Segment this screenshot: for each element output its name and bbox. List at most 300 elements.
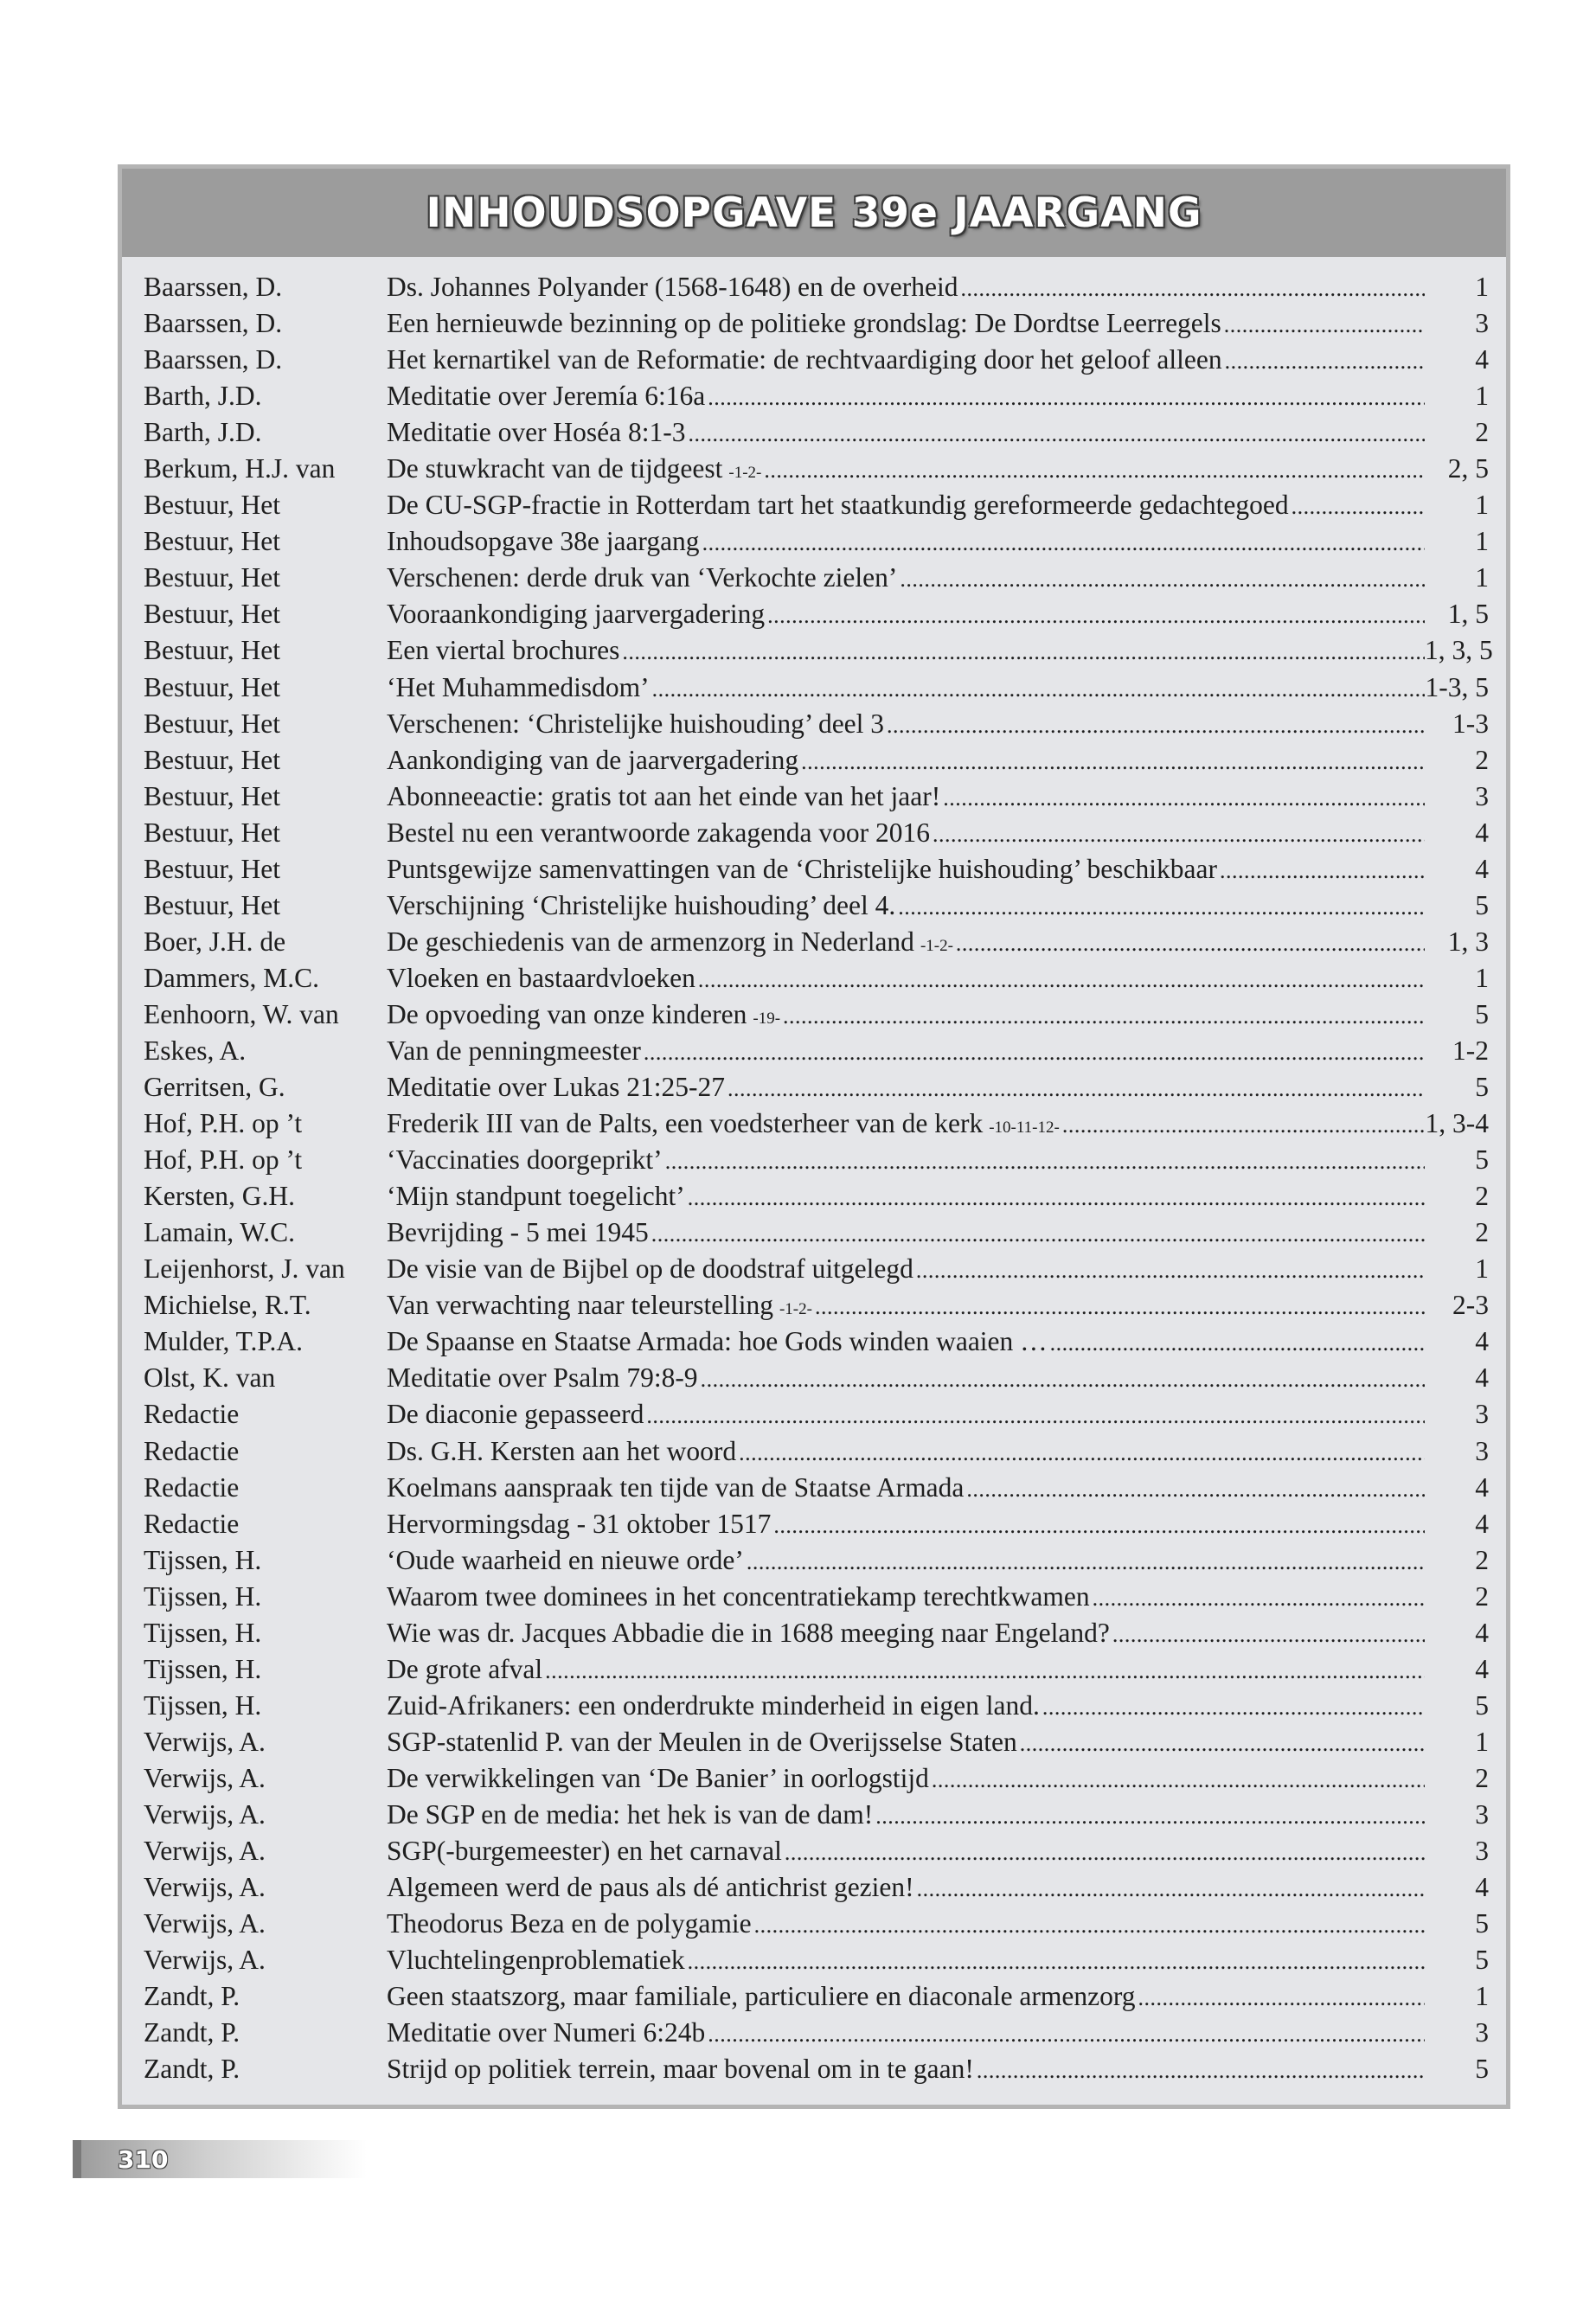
toc-entry [144, 1688, 1489, 1724]
entry-pages: 2 [1475, 1580, 1489, 1612]
entry-pages: 1 [1475, 1981, 1489, 2012]
entry-title: Inhoudsopgave 38e jaargang [387, 526, 700, 557]
entry-author: Lamain, W.C. [144, 1217, 295, 1248]
entry-title: Van verwachting naar teleurstelling [387, 1290, 773, 1321]
toc-entry [144, 1906, 1489, 1942]
entry-author: Verwijs, A. [144, 1762, 266, 1793]
entry-title-wrap [387, 888, 1425, 926]
entry-title: De stuwkracht van de tijdgeest [387, 453, 723, 484]
toc-entry [144, 560, 1489, 596]
entry-title: Geen staatszorg, maar familiale, particuliere en diaconale armenzorg [387, 1981, 1136, 2012]
dot-leader [1093, 1579, 1425, 1617]
entry-title: SGP(-burgemeester) en het carnaval [387, 1836, 782, 1867]
entry-author: Kersten, G.H. [144, 1181, 295, 1212]
entry-pages: 3 [1475, 1836, 1489, 1867]
toc-entry [144, 888, 1489, 924]
dot-leader [773, 1506, 1425, 1544]
entry-title-wrap [387, 1688, 1425, 1726]
dot-leader [783, 997, 1425, 1035]
entry-title-wrap [387, 1069, 1425, 1107]
entry-pages: 2 [1475, 1181, 1489, 1212]
entry-title-wrap [387, 305, 1425, 343]
dot-leader [977, 2051, 1425, 2089]
entry-pages: 1, 3-4 [1425, 1108, 1489, 1139]
entry-pages: 4 [1475, 1471, 1489, 1503]
entry-author: Bestuur, Het [144, 490, 280, 521]
entry-author: Verwijs, A. [144, 1908, 266, 1939]
entry-title: Aankondiging van de jaarvergadering [387, 744, 799, 775]
entry-title: Strijd op politiek terrein, maar bovenal om in te gaan! [387, 2054, 974, 2085]
entry-author: Tijssen, H. [144, 1617, 262, 1648]
table-of-contents [118, 164, 1510, 2109]
entry-title-wrap [387, 924, 1425, 965]
entry-title: Zuid-Afrikaners: een onderdrukte minderheid in eigen land. [387, 1689, 1040, 1721]
toc-entry [144, 269, 1489, 305]
dot-leader [644, 1033, 1425, 1071]
entry-pages: 1 [1475, 526, 1489, 557]
entry-title: De grote afval [387, 1653, 543, 1684]
dot-leader [1224, 305, 1425, 343]
entry-pages: 1-2 [1452, 1035, 1489, 1066]
dot-leader [785, 1833, 1425, 1871]
entry-title-wrap [387, 1760, 1425, 1798]
entry-author: Hof, P.H. op ’t [144, 1144, 303, 1176]
entry-author: Redactie [144, 1471, 240, 1503]
dot-leader [754, 1906, 1425, 1944]
toc-entry [144, 1215, 1489, 1251]
entry-pages: 2 [1475, 1544, 1489, 1575]
entry-author: Boer, J.H. de [144, 926, 286, 957]
entry-pages: 3 [1475, 1798, 1489, 1830]
entry-part-numbers: -1-2- [779, 1300, 812, 1319]
toc-entry [144, 779, 1489, 815]
entry-author: Redactie [144, 1435, 240, 1466]
entry-title-wrap [387, 342, 1425, 380]
entry-title: Meditatie over Numeri 6:24b [387, 2017, 706, 2048]
dot-leader [646, 1396, 1425, 1434]
entry-title-wrap [387, 2051, 1425, 2089]
dot-leader [1062, 1106, 1425, 1144]
entry-title-wrap [387, 670, 1425, 708]
entry-pages: 5 [1475, 1072, 1489, 1103]
entry-title-wrap [387, 1433, 1425, 1471]
toc-entry [144, 1651, 1489, 1688]
entry-author: Michielse, R.T. [144, 1290, 311, 1321]
dot-leader [1225, 342, 1425, 380]
entry-pages: 4 [1475, 853, 1489, 884]
entry-title-wrap [387, 1615, 1425, 1653]
entry-author: Tijssen, H. [144, 1544, 262, 1575]
entry-pages: 4 [1475, 344, 1489, 375]
entry-author: Verwijs, A. [144, 1945, 266, 1976]
toc-entry [144, 1033, 1489, 1069]
entry-title: De visie van de Bijbel op de doodstraf uitgelegd [387, 1253, 913, 1285]
entry-title-wrap [387, 815, 1425, 853]
entry-author: Tijssen, H. [144, 1580, 262, 1612]
entry-pages: 1 [1475, 1726, 1489, 1757]
entry-pages: 2 [1475, 1217, 1489, 1248]
entry-title: Waarom twee dominees in het concentratiekamp terechtkwamen [387, 1580, 1090, 1612]
toc-entry [144, 632, 1493, 669]
dot-leader [652, 670, 1425, 708]
entry-pages: 5 [1475, 1945, 1489, 1976]
entry-author: Redactie [144, 1508, 240, 1539]
dot-leader [1292, 487, 1425, 525]
entry-title: Meditatie over Lukas 21:25-27 [387, 1072, 726, 1103]
toc-entry [144, 1942, 1489, 1978]
entry-pages: 1 [1475, 1253, 1489, 1285]
entry-title-wrap [387, 596, 1425, 634]
entry-pages: 1 [1475, 562, 1489, 593]
entry-pages: 1, 3, 5 [1425, 635, 1493, 666]
toc-entry [144, 1324, 1489, 1360]
dot-leader [739, 1433, 1425, 1471]
entry-title-wrap [387, 779, 1425, 817]
entry-title-wrap [387, 1142, 1425, 1180]
entry-title: Meditatie over Psalm 79:8-9 [387, 1362, 698, 1394]
entry-title-wrap [387, 1869, 1425, 1907]
entry-title: Theodorus Beza en de polygamie [387, 1908, 752, 1939]
entry-author: Eenhoorn, W. van [144, 998, 339, 1029]
entry-author: Olst, K. van [144, 1362, 276, 1394]
entry-pages: 4 [1475, 817, 1489, 848]
entry-title-wrap [387, 1542, 1425, 1580]
entry-title: Verschijning ‘Christelijke huishouding’ deel 4. [387, 889, 896, 920]
dot-leader [1112, 1615, 1425, 1653]
dot-leader [900, 560, 1425, 598]
entry-pages: 1 [1475, 962, 1489, 993]
entry-title: Meditatie over Hoséa 8:1-3 [387, 417, 686, 448]
page-number: 310 [118, 2144, 169, 2174]
entry-title: Een viertal brochures [387, 635, 620, 666]
entry-title-wrap [387, 269, 1425, 307]
entry-title-wrap [387, 560, 1425, 598]
entry-title: De diaconie gepasseerd [387, 1399, 644, 1430]
toc-entry [144, 960, 1489, 997]
entry-pages: 5 [1475, 889, 1489, 920]
entry-title: ‘Mijn standpunt toegelicht’ [387, 1181, 685, 1212]
entry-part-numbers: -1-2- [920, 936, 953, 955]
entry-title: De CU-SGP-fractie in Rotterdam tart het staatkundig gereformeerde gedachtegoed [387, 490, 1289, 521]
entry-title-wrap [387, 632, 1425, 670]
entry-pages: 1 [1475, 490, 1489, 521]
entry-title: Bevrijding - 5 mei 1945 [387, 1217, 649, 1248]
toc-entry [144, 451, 1489, 487]
toc-entry [144, 523, 1489, 560]
entry-title-wrap [387, 1106, 1425, 1146]
entry-author: Barth, J.D. [144, 381, 262, 412]
toc-entry [144, 1251, 1489, 1287]
entry-part-numbers: -10-11-12- [989, 1118, 1060, 1138]
entry-title: De SGP en de media: het hek is van de dam! [387, 1798, 874, 1830]
entry-title-wrap [387, 487, 1425, 525]
entry-title-wrap [387, 997, 1425, 1037]
entry-title-wrap [387, 2015, 1425, 2053]
entry-title-wrap [387, 1579, 1425, 1617]
toc-entry [144, 2015, 1489, 2051]
dot-leader [708, 378, 1425, 416]
entry-title-wrap [387, 451, 1425, 491]
entry-pages: 4 [1475, 1508, 1489, 1539]
toc-entry [144, 1542, 1489, 1579]
entry-author: Hof, P.H. op ’t [144, 1108, 303, 1139]
entry-pages: 1, 5 [1447, 599, 1489, 630]
dot-leader [651, 1215, 1425, 1253]
entry-title-wrap [387, 1906, 1425, 1944]
entry-pages: 3 [1475, 780, 1489, 811]
entry-author: Verwijs, A. [144, 1798, 266, 1830]
entry-title: Hervormingsdag - 31 oktober 1517 [387, 1508, 772, 1539]
dot-leader [701, 1360, 1425, 1398]
dot-leader [932, 1760, 1425, 1798]
entry-pages: 2-3 [1452, 1290, 1489, 1321]
entry-title-wrap [387, 1033, 1425, 1071]
entry-author: Bestuur, Het [144, 889, 280, 920]
entry-title: Frederik III van de Palts, een voedsterheer van de kerk [387, 1108, 984, 1139]
entry-pages: 3 [1475, 1399, 1489, 1430]
entry-part-numbers: -1-2- [728, 464, 762, 483]
entry-author: Redactie [144, 1399, 240, 1430]
dot-leader [916, 1251, 1425, 1289]
entry-author: Barth, J.D. [144, 417, 262, 448]
entry-author: Baarssen, D. [144, 272, 283, 302]
entry-pages: 4 [1475, 1653, 1489, 1684]
entry-title: Vooraankondiging jaarvergadering [387, 599, 766, 630]
entry-author: Bestuur, Het [144, 780, 280, 811]
dot-leader [956, 924, 1425, 962]
dot-leader [801, 742, 1425, 780]
dot-leader [747, 1542, 1425, 1580]
dot-leader [898, 888, 1425, 926]
entry-title-wrap [387, 1506, 1425, 1544]
toc-entry [144, 305, 1489, 342]
entry-author: Verwijs, A. [144, 1726, 266, 1757]
toc-entry [144, 1178, 1489, 1215]
entry-pages: 2 [1475, 744, 1489, 775]
entry-author: Dammers, M.C. [144, 962, 319, 993]
entry-title-wrap [387, 1724, 1425, 1762]
toc-entry [144, 1579, 1489, 1615]
entry-pages: 3 [1475, 1435, 1489, 1466]
toc-entry [144, 1433, 1489, 1470]
page-title: INHOUDSOPGAVE 39e JAARGANG [426, 189, 1202, 237]
toc-entry [144, 1069, 1489, 1106]
toc-entry [144, 742, 1489, 779]
entry-title-wrap [387, 742, 1425, 780]
toc-entry [144, 1470, 1489, 1506]
footer-edge [73, 2140, 81, 2178]
toc-entry [144, 1797, 1489, 1833]
toc-entry [144, 815, 1489, 851]
entry-title: Het kernartikel van de Reformatie: de rechtvaardiging door het geloof alleen [387, 344, 1222, 375]
entry-pages: 1-3 [1452, 708, 1489, 739]
entry-title: Puntsgewijze samenvattingen van de ‘Christelijke huishouding’ beschikbaar [387, 853, 1217, 884]
dot-leader [1138, 1978, 1425, 2016]
entry-author: Leijenhorst, J. van [144, 1253, 345, 1285]
dot-leader [887, 706, 1425, 744]
toc-entry [144, 1396, 1489, 1433]
toc-entry [144, 487, 1489, 523]
entry-title-wrap [387, 414, 1425, 452]
entry-title-wrap [387, 1215, 1425, 1253]
entry-part-numbers: -19- [753, 1009, 781, 1028]
entry-author: Bestuur, Het [144, 526, 280, 557]
entry-pages: 5 [1475, 2054, 1489, 2085]
entry-title: Koelmans aanspraak ten tijde van de Staatse Armada [387, 1471, 965, 1503]
entry-author: Tijssen, H. [144, 1689, 262, 1721]
entry-author: Bestuur, Het [144, 817, 280, 848]
toc-entry [144, 414, 1489, 451]
toc-entry [144, 1833, 1489, 1869]
toc-entry [144, 1506, 1489, 1542]
entry-title-wrap [387, 1470, 1425, 1508]
dot-leader [1020, 1724, 1425, 1762]
dot-leader [764, 451, 1425, 489]
dot-leader [698, 960, 1425, 998]
toc-entry [144, 378, 1489, 414]
entry-title: Vloeken en bastaardvloeken [387, 962, 695, 993]
entry-author: Zandt, P. [144, 2054, 240, 2085]
entry-pages: 1 [1475, 272, 1489, 302]
dot-leader [943, 779, 1425, 817]
entry-title-wrap [387, 1797, 1425, 1835]
entry-author: Eskes, A. [144, 1035, 247, 1066]
dot-leader [545, 1651, 1425, 1689]
title-bar [122, 169, 1506, 257]
entry-title: Vluchtelingenproblematiek [387, 1945, 685, 1976]
dot-leader [1220, 851, 1425, 889]
entry-title: ‘Het Muhammedisdom’ [387, 671, 650, 702]
entry-title-wrap [387, 1287, 1425, 1328]
entry-author: Bestuur, Het [144, 635, 280, 666]
entry-author: Tijssen, H. [144, 1653, 262, 1684]
entry-title: Wie was dr. Jacques Abbadie die in 1688 meeging naar Engeland? [387, 1617, 1110, 1648]
entry-author: Bestuur, Het [144, 562, 280, 593]
toc-entry [144, 1287, 1489, 1324]
entry-title: Ds. Johannes Polyander (1568-1648) en de overheid [387, 272, 958, 302]
dot-leader [815, 1287, 1425, 1325]
entry-author: Baarssen, D. [144, 344, 283, 375]
entry-title-wrap [387, 1978, 1425, 2016]
toc-entry [144, 1869, 1489, 1906]
entry-pages: 4 [1475, 1326, 1489, 1357]
entry-list [144, 269, 1493, 2087]
entry-title-wrap [387, 1178, 1425, 1216]
entry-pages: 5 [1475, 1144, 1489, 1176]
entry-title: Verschenen: ‘Christelijke huishouding’ deel 3 [387, 708, 885, 739]
toc-entry [144, 1760, 1489, 1797]
toc-entry [144, 997, 1489, 1033]
entry-title: SGP-statenlid P. van der Meulen in de Overijsselse Staten [387, 1726, 1017, 1757]
page-footer [73, 2140, 367, 2178]
entry-author: Bestuur, Het [144, 708, 280, 739]
entry-author: Mulder, T.P.A. [144, 1326, 303, 1357]
entry-title: Algemeen werd de paus als dé antichrist gezien! [387, 1872, 914, 1903]
toc-entry [144, 1978, 1489, 2015]
dot-leader [665, 1142, 1425, 1180]
dot-leader [917, 1869, 1425, 1907]
entry-title: ‘Vaccinaties doorgeprikt’ [387, 1144, 663, 1176]
entry-title-wrap [387, 1360, 1425, 1398]
entry-title-wrap [387, 1251, 1425, 1289]
dot-leader [622, 632, 1425, 670]
entry-author: Bestuur, Het [144, 853, 280, 884]
entry-title: De opvoeding van onze kinderen [387, 998, 747, 1029]
entry-title: Een hernieuwde bezinning op de politieke grondslag: De Dordtse Leerregels [387, 308, 1221, 339]
entry-pages: 3 [1475, 2017, 1489, 2048]
entry-author: Bestuur, Het [144, 599, 280, 630]
entry-pages: 4 [1475, 1872, 1489, 1903]
dot-leader [688, 1942, 1425, 1980]
toc-entry [144, 1615, 1489, 1651]
entry-title: Verschenen: derde druk van ‘Verkochte zielen’ [387, 562, 898, 593]
dot-leader [933, 815, 1425, 853]
dot-leader [960, 269, 1425, 307]
entry-pages: 1-3, 5 [1425, 671, 1489, 702]
entry-title: ‘Oude waarheid en nieuwe orde’ [387, 1544, 744, 1575]
entry-author: Bestuur, Het [144, 744, 280, 775]
entry-title: De geschiedenis van de armenzorg in Nederland [387, 926, 914, 957]
entry-author: Bestuur, Het [144, 671, 280, 702]
entry-pages: 2 [1475, 1762, 1489, 1793]
entry-author: Verwijs, A. [144, 1836, 266, 1867]
dot-leader [727, 1069, 1425, 1107]
entry-author: Zandt, P. [144, 1981, 240, 2012]
entry-title: Ds. G.H. Kersten aan het woord [387, 1435, 737, 1466]
toc-entry [144, 706, 1489, 742]
entry-pages: 4 [1475, 1362, 1489, 1394]
entry-pages: 5 [1475, 1908, 1489, 1939]
dot-leader [688, 1178, 1425, 1216]
entry-title-wrap [387, 1324, 1425, 1362]
toc-entry [144, 1142, 1489, 1178]
toc-entry [144, 1724, 1489, 1760]
entry-author: Baarssen, D. [144, 308, 283, 339]
toc-entry [144, 596, 1489, 632]
dot-leader [875, 1797, 1425, 1835]
entry-title-wrap [387, 1651, 1425, 1689]
entry-author: Berkum, H.J. van [144, 453, 336, 484]
entry-author: Verwijs, A. [144, 1872, 266, 1903]
entry-title: De verwikkelingen van ‘De Banier’ in oorlogstijd [387, 1762, 929, 1793]
entry-title-wrap [387, 1833, 1425, 1871]
entry-pages: 4 [1475, 1617, 1489, 1648]
toc-entry [144, 924, 1489, 960]
dot-leader [966, 1470, 1425, 1508]
dot-leader [1042, 1688, 1425, 1726]
entry-title: De Spaanse en Staatse Armada: hoe Gods winden waaien … [387, 1326, 1048, 1357]
entry-title-wrap [387, 1396, 1425, 1434]
entry-title: Meditatie over Jeremía 6:16a [387, 381, 706, 412]
toc-entry [144, 1360, 1489, 1396]
entry-title: Van de penningmeester [387, 1035, 641, 1066]
entry-pages: 1 [1475, 381, 1489, 412]
dot-leader [689, 414, 1425, 452]
toc-entry [144, 1106, 1489, 1142]
dot-leader [708, 2015, 1425, 2053]
entry-title: Abonneeactie: gratis tot aan het einde van het jaar! [387, 780, 941, 811]
entry-title-wrap [387, 1942, 1425, 1980]
entry-pages: 5 [1475, 998, 1489, 1029]
entry-title: Bestel nu een verantwoorde zakagenda voor 2016 [387, 817, 931, 848]
dot-leader [767, 596, 1425, 634]
entry-pages: 5 [1475, 1689, 1489, 1721]
entry-title-wrap [387, 960, 1425, 998]
footer-bar [73, 2140, 367, 2178]
entry-title-wrap [387, 378, 1425, 416]
entry-pages: 1, 3 [1447, 926, 1489, 957]
dot-leader [702, 523, 1425, 561]
